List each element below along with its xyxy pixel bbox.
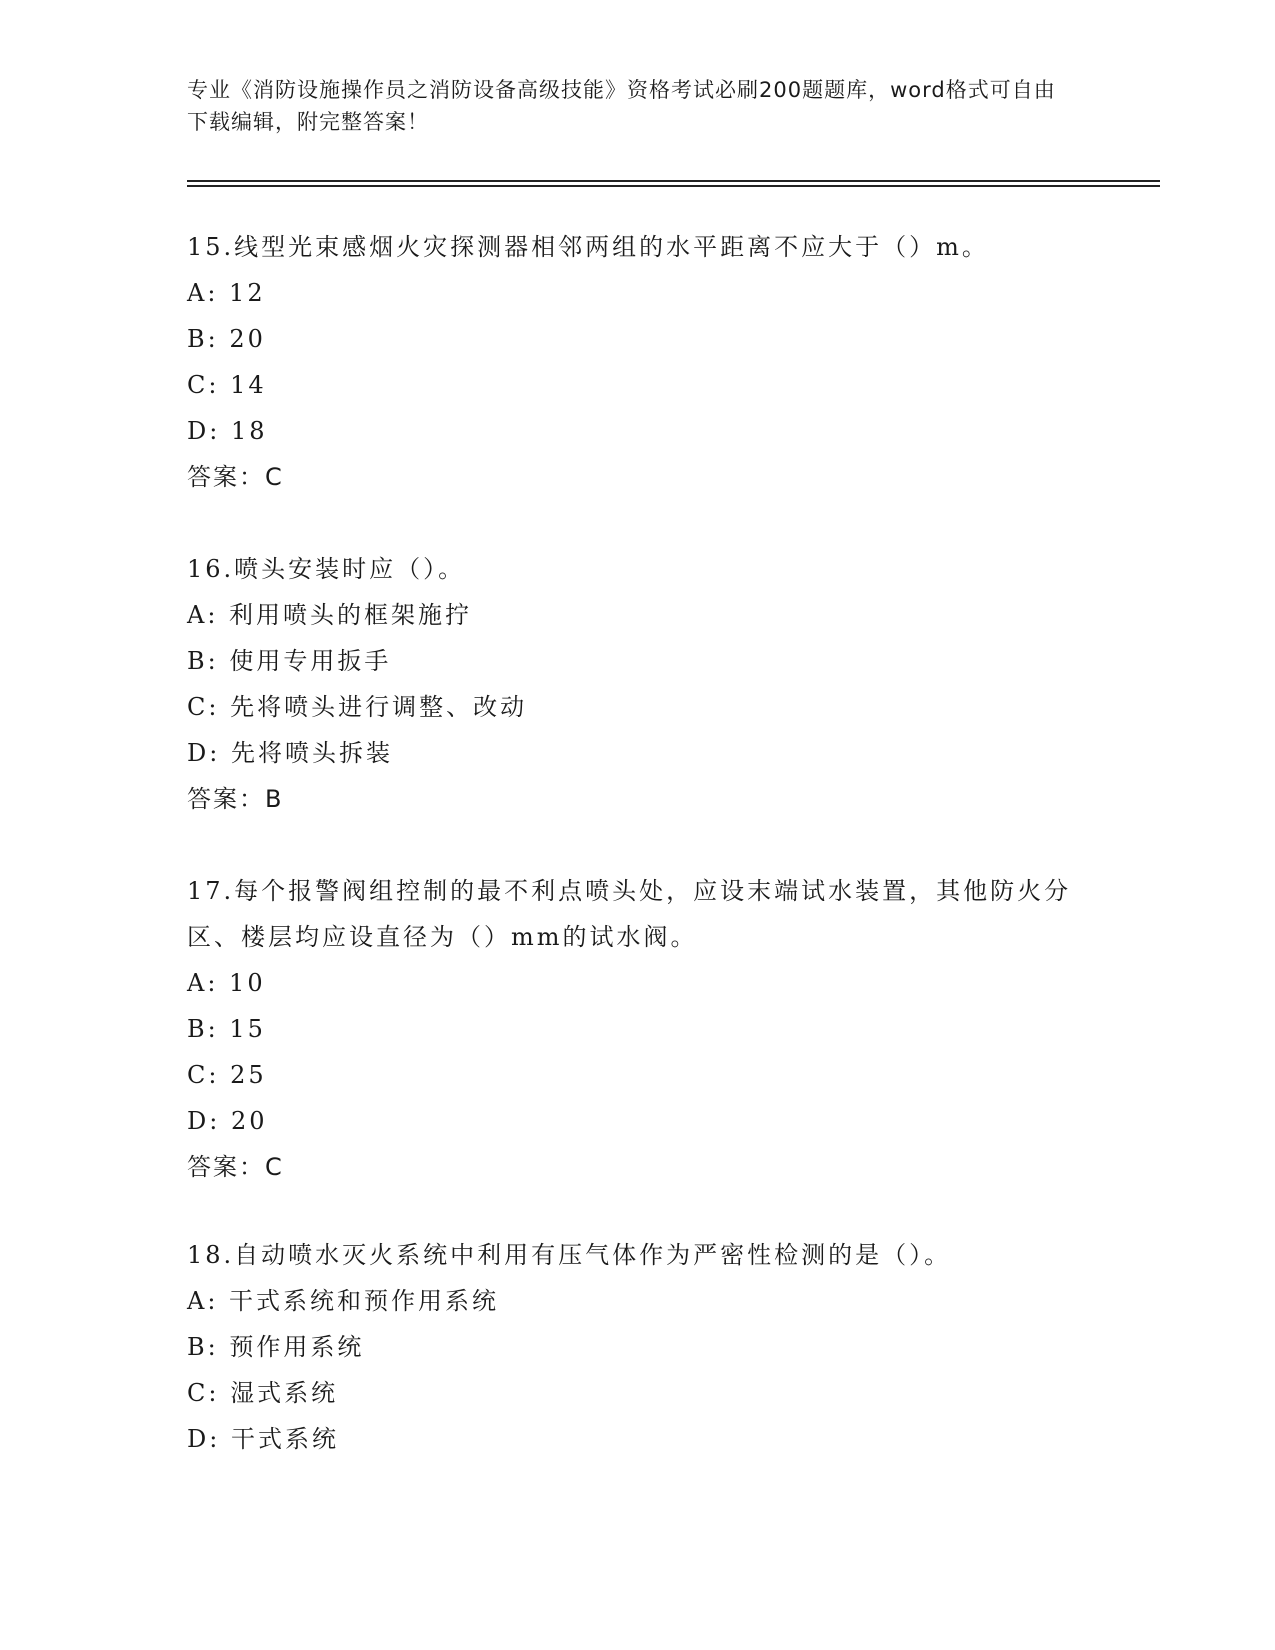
option-b: B: 15 xyxy=(187,1015,266,1043)
header-divider-top xyxy=(187,180,1160,182)
answer: 答案：C xyxy=(187,1153,284,1181)
option-c: C: 14 xyxy=(187,371,267,399)
option-b: B: 20 xyxy=(187,325,266,353)
question-15 xyxy=(187,224,1087,500)
option-b: B: 预作用系统 xyxy=(187,1333,365,1361)
question-18 xyxy=(187,1232,1087,1462)
option-d: D: 20 xyxy=(187,1107,268,1135)
option-d: D: 干式系统 xyxy=(187,1425,339,1453)
question-stem: 18.自动喷水灭火系统中利用有压气体作为严密性检测的是（）。 xyxy=(187,1241,952,1269)
answer: 答案：B xyxy=(187,785,284,813)
question-stem: 17.每个报警阀组控制的最不利点喷头处，应设末端试水装置，其他防火分区、楼层均应设直径为（）mm的试水阀。 xyxy=(187,877,1072,951)
option-a: A: 利用喷头的框架施拧 xyxy=(187,601,473,629)
question-16 xyxy=(187,546,1087,822)
option-b: B: 使用专用扳手 xyxy=(187,647,392,675)
option-a: A: 干式系统和预作用系统 xyxy=(187,1287,500,1315)
answer: 答案：C xyxy=(187,463,284,491)
question-17 xyxy=(187,868,1087,1190)
question-stem: 15.线型光束感烟火灾探测器相邻两组的水平距离不应大于（）m。 xyxy=(187,233,989,261)
option-c: C: 25 xyxy=(187,1061,267,1089)
document-header-intro: 专业《消防设施操作员之消防设备高级技能》资格考试必刷200题题库，word格式可自由下载编辑，附完整答案！ xyxy=(187,78,1056,134)
option-d: D: 18 xyxy=(187,417,268,445)
question-stem: 16.喷头安装时应（）。 xyxy=(187,555,466,583)
option-a: A: 10 xyxy=(187,969,266,997)
option-d: D: 先将喷头拆装 xyxy=(187,739,393,767)
option-c: C: 湿式系统 xyxy=(187,1379,339,1407)
header-divider-bottom xyxy=(187,185,1160,187)
option-c: C: 先将喷头进行调整、改动 xyxy=(187,693,528,721)
option-a: A: 12 xyxy=(187,279,266,307)
